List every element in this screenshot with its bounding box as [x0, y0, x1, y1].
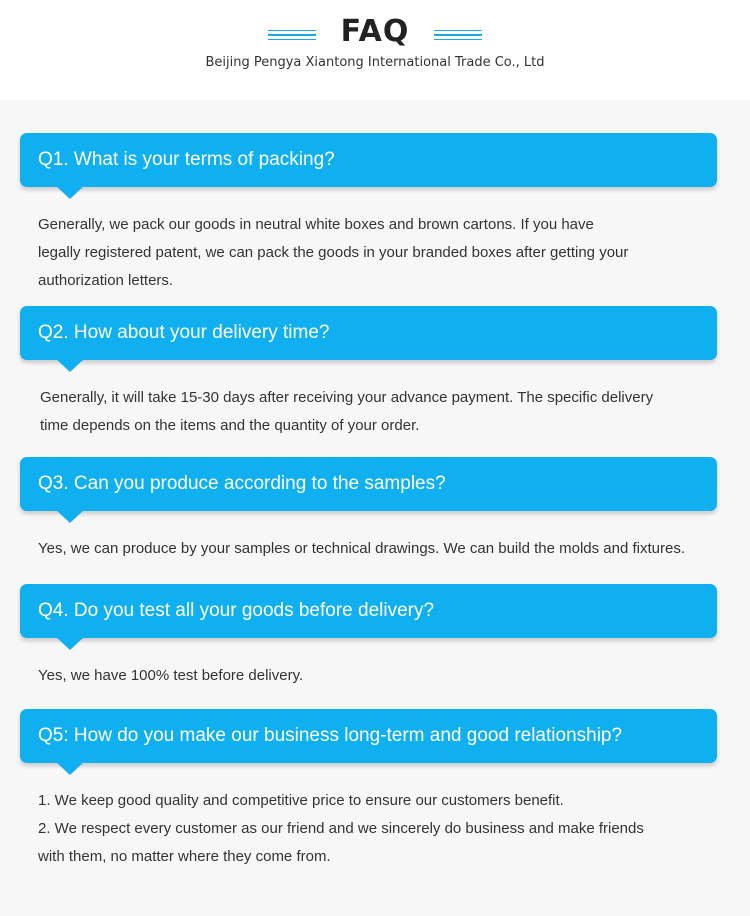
speech-tail [56, 510, 84, 523]
speech-tail [56, 762, 84, 775]
question-banner-2 [20, 306, 717, 360]
answer-5 [38, 787, 738, 871]
right-line-ornament [434, 29, 482, 41]
answer-line: 2. We respect every customer as our friend and we sincerely do business and make friends [38, 820, 644, 837]
faq-list [0, 100, 750, 916]
question-text: Q5: How do you make our business long-term and good relationship? [38, 725, 623, 746]
company-name: Beijing Pengya Xiantong International Trade Co., Ltd [205, 55, 545, 70]
question-text: Q2. How about your delivery time? [38, 322, 330, 343]
answer-line: authorization letters. [38, 272, 174, 289]
answer-1 [38, 211, 738, 295]
answer-line: Yes, we can produce by your samples or technical drawings. We can build the molds and fixtures. [38, 540, 686, 557]
speech-tail [56, 637, 84, 650]
answer-line: with them, no matter where they come from. [38, 848, 331, 865]
page-title: FAQ [340, 14, 410, 49]
faq-header [0, 0, 750, 100]
answer-3 [38, 535, 738, 563]
answer-line: Yes, we have 100% test before delivery. [38, 667, 304, 684]
question-text: Q1. What is your terms of packing? [38, 149, 335, 170]
answer-line: time depends on the items and the quantity of your order. [40, 417, 420, 434]
question-text: Q3. Can you produce according to the samples? [38, 473, 446, 494]
answer-2 [40, 384, 740, 440]
question-text: Q4. Do you test all your goods before delivery? [38, 600, 435, 621]
question-banner-3 [20, 457, 717, 511]
speech-tail [56, 359, 84, 372]
answer-line: 1. We keep good quality and competitive price to ensure our customers benefit. [38, 792, 564, 809]
speech-tail [56, 186, 84, 199]
answer-line: legally registered patent, we can pack the goods in your branded boxes after getting your [38, 244, 629, 261]
answer-4 [38, 662, 738, 690]
question-banner-4 [20, 584, 717, 638]
question-banner-1 [20, 133, 717, 187]
question-banner-5 [20, 709, 717, 763]
answer-line: Generally, it will take 15-30 days after receiving your advance payment. The specific delivery [40, 389, 654, 406]
answer-line: Generally, we pack our goods in neutral white boxes and brown cartons. If you have [38, 216, 594, 233]
